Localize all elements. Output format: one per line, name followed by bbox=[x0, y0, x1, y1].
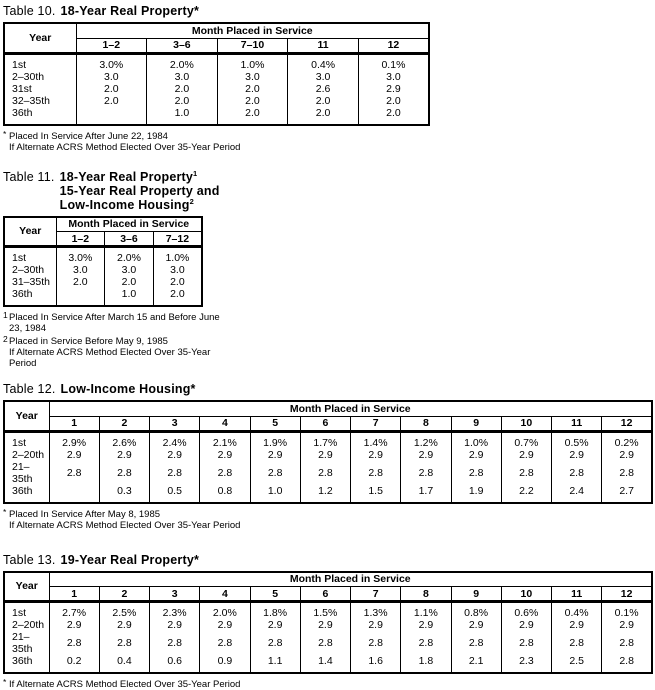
table-cell: 1.7% bbox=[300, 431, 350, 449]
table-cell: 1.0 bbox=[250, 485, 300, 503]
table-cell: 2.9 bbox=[358, 83, 429, 95]
table-cell: 2.9 bbox=[250, 449, 300, 461]
table-row bbox=[4, 264, 202, 276]
table-12-footnotes bbox=[3, 507, 653, 531]
table-row bbox=[4, 95, 429, 107]
year-column-header: Year bbox=[4, 217, 56, 247]
table-10-footnotes bbox=[3, 129, 653, 153]
footnote-text: If Alternate ACRS Method Elected Over 35-Year Period bbox=[9, 142, 240, 153]
table-row bbox=[4, 431, 652, 449]
row-label: 36th bbox=[4, 655, 49, 673]
table-11-section bbox=[3, 170, 653, 370]
table-cell: 2.8 bbox=[49, 461, 99, 485]
table-cell: 2.0 bbox=[76, 83, 147, 95]
table-cell: 2.0% bbox=[200, 602, 250, 620]
month-column-header: 4 bbox=[200, 587, 250, 602]
month-column-header: 3–6 bbox=[147, 38, 218, 53]
table-10-section bbox=[3, 4, 653, 153]
table-cell: 2.8 bbox=[49, 631, 99, 655]
footnote-marker: * bbox=[3, 507, 9, 518]
table-cell: 2.9 bbox=[150, 619, 200, 631]
row-label: 2–30th bbox=[4, 264, 56, 276]
table-title-line: Low-Income Housing$^2$ bbox=[60, 198, 220, 212]
table-caption-prefix: Table 11. bbox=[3, 170, 55, 184]
table-cell: 2.0 bbox=[153, 276, 202, 288]
footnote-marker: 2 bbox=[3, 334, 9, 345]
table-cell: 1.4% bbox=[351, 431, 401, 449]
table-cell: 2.6 bbox=[288, 83, 359, 95]
table-cell: 2.9 bbox=[99, 449, 149, 461]
table-cell: 2.0 bbox=[358, 95, 429, 107]
table-11-title bbox=[3, 170, 653, 212]
table-cell: 2.9% bbox=[49, 431, 99, 449]
table-cell: 1.2 bbox=[300, 485, 350, 503]
table-row bbox=[4, 461, 652, 485]
table-cell: 3.0 bbox=[105, 264, 154, 276]
table-caption-prefix: Table 13. bbox=[3, 553, 56, 567]
table-title-line: Low-Income Housing* bbox=[61, 382, 196, 396]
table-13-grid bbox=[3, 571, 653, 675]
table-cell: 1.0% bbox=[153, 247, 202, 265]
footnote-line bbox=[3, 507, 653, 520]
table-cell: 2.9 bbox=[401, 449, 451, 461]
table-cell: 2.0 bbox=[217, 95, 288, 107]
table-cell: 1.6 bbox=[351, 655, 401, 673]
row-label: 2–30th bbox=[4, 71, 76, 83]
table-cell: 0.4% bbox=[288, 53, 359, 71]
table-11-grid bbox=[3, 216, 203, 308]
table-cell: 0.8% bbox=[451, 602, 501, 620]
table-cell: 2.4% bbox=[150, 431, 200, 449]
table-cell: 2.1% bbox=[200, 431, 250, 449]
table-cell: 2.8 bbox=[150, 461, 200, 485]
table-cell: 2.0 bbox=[147, 83, 218, 95]
table-cell: 2.8 bbox=[150, 631, 200, 655]
row-label: 36th bbox=[4, 288, 56, 306]
row-label: 2–20th bbox=[4, 619, 49, 631]
table-cell: 0.3 bbox=[99, 485, 149, 503]
month-column-header: 8 bbox=[401, 416, 451, 431]
table-caption-prefix: Table 12. bbox=[3, 382, 56, 396]
table-cell: 2.1 bbox=[451, 655, 501, 673]
footnote-marker: * bbox=[3, 677, 9, 688]
table-12-section bbox=[3, 382, 653, 531]
table-cell: 2.2 bbox=[501, 485, 551, 503]
table-row bbox=[4, 619, 652, 631]
year-column-header: Year bbox=[4, 572, 49, 602]
month-column-header: 3–6 bbox=[105, 232, 154, 247]
table-10-title bbox=[3, 4, 653, 18]
table-cell: 1.3% bbox=[351, 602, 401, 620]
table-cell: 0.2% bbox=[602, 431, 652, 449]
table-cell: 2.0 bbox=[153, 288, 202, 306]
table-cell: 2.6% bbox=[99, 431, 149, 449]
table-row bbox=[4, 288, 202, 306]
table-cell: 1.0 bbox=[147, 107, 218, 125]
month-column-header: 9 bbox=[451, 416, 501, 431]
footnote-line bbox=[3, 323, 653, 334]
table-cell: 2.8 bbox=[351, 631, 401, 655]
table-cell: 0.4% bbox=[552, 602, 602, 620]
month-column-header: 4 bbox=[200, 416, 250, 431]
month-column-header: 10 bbox=[501, 416, 551, 431]
table-row bbox=[4, 631, 652, 655]
table-10-grid bbox=[3, 22, 430, 126]
footnote-text: If Alternate ACRS Method Elected Over 35-Year Period bbox=[9, 679, 240, 690]
table-cell: 2.8 bbox=[99, 631, 149, 655]
footnote-line bbox=[3, 358, 653, 369]
table-cell: 2.8 bbox=[99, 461, 149, 485]
table-cell: 0.6 bbox=[150, 655, 200, 673]
table-cell: 2.8 bbox=[401, 631, 451, 655]
month-column-header: 3 bbox=[150, 416, 200, 431]
table-cell: 1.5 bbox=[351, 485, 401, 503]
table-row bbox=[4, 485, 652, 503]
footnote-line bbox=[3, 520, 653, 531]
table-cell: 2.8 bbox=[401, 461, 451, 485]
table-cell: 1.8% bbox=[250, 602, 300, 620]
year-column-header: Year bbox=[4, 23, 76, 53]
table-cell: 2.3 bbox=[501, 655, 551, 673]
footnote-text: 23, 1984 bbox=[9, 323, 46, 334]
table-cell: 2.9 bbox=[300, 449, 350, 461]
table-title-line: 18-Year Real Property$^1$ bbox=[60, 170, 220, 184]
table-cell: 2.0 bbox=[288, 107, 359, 125]
table-cell: 2.9 bbox=[250, 619, 300, 631]
table-cell: 2.8 bbox=[200, 631, 250, 655]
row-label: 31–35th bbox=[4, 276, 56, 288]
table-cell: 2.3% bbox=[150, 602, 200, 620]
table-caption-prefix: Table 10. bbox=[3, 4, 56, 18]
table-cell bbox=[56, 288, 105, 306]
table-caption-text bbox=[61, 382, 196, 396]
month-column-header: 11 bbox=[552, 587, 602, 602]
month-column-header: 9 bbox=[451, 587, 501, 602]
footnote-line bbox=[3, 677, 653, 690]
table-cell: 2.9 bbox=[351, 619, 401, 631]
row-label: 21–35th bbox=[4, 631, 49, 655]
month-column-header: 1–2 bbox=[76, 38, 147, 53]
table-title-line: 18-Year Real Property* bbox=[61, 4, 200, 18]
table-cell: 2.0 bbox=[76, 95, 147, 107]
table-cell: 2.9 bbox=[552, 449, 602, 461]
table-cell: 3.0 bbox=[147, 71, 218, 83]
month-placed-header: Month Placed in Service bbox=[49, 401, 652, 416]
table-cell: 2.0 bbox=[358, 107, 429, 125]
month-column-header: 5 bbox=[250, 416, 300, 431]
table-row bbox=[4, 247, 202, 265]
row-label: 36th bbox=[4, 485, 49, 503]
month-column-header: 6 bbox=[300, 416, 350, 431]
month-column-header: 12 bbox=[602, 587, 652, 602]
table-row bbox=[4, 107, 429, 125]
table-cell: 2.8 bbox=[451, 461, 501, 485]
table-cell: 2.5% bbox=[99, 602, 149, 620]
footnote-text: Period bbox=[9, 358, 36, 369]
footnote-line bbox=[3, 310, 653, 323]
table-cell: 2.9 bbox=[49, 619, 99, 631]
table-cell: 1.5% bbox=[300, 602, 350, 620]
month-column-header: 11 bbox=[288, 38, 359, 53]
title-superscript: 1 bbox=[193, 169, 197, 178]
footnote-line bbox=[3, 142, 653, 153]
table-cell: 2.0 bbox=[147, 95, 218, 107]
table-cell: 2.9 bbox=[451, 449, 501, 461]
table-cell: 2.8 bbox=[250, 631, 300, 655]
table-13-title bbox=[3, 553, 653, 567]
footnote-text: Placed In Service After May 8, 1985 bbox=[9, 509, 160, 520]
table-cell: 1.1 bbox=[250, 655, 300, 673]
table-cell: 2.8 bbox=[602, 655, 652, 673]
table-cell: 0.4 bbox=[99, 655, 149, 673]
table-cell: 2.8 bbox=[501, 631, 551, 655]
table-cell: 1.0 bbox=[105, 288, 154, 306]
table-cell: 0.5% bbox=[552, 431, 602, 449]
table-cell: 2.8 bbox=[351, 461, 401, 485]
month-column-header: 3 bbox=[150, 587, 200, 602]
row-label: 21–35th bbox=[4, 461, 49, 485]
table-cell: 2.7 bbox=[602, 485, 652, 503]
row-label: 32–35th bbox=[4, 95, 76, 107]
table-cell: 1.1% bbox=[401, 602, 451, 620]
month-column-header: 10 bbox=[501, 587, 551, 602]
table-cell: 2.8 bbox=[552, 631, 602, 655]
month-column-header: 1 bbox=[49, 587, 99, 602]
table-cell: 1.9 bbox=[451, 485, 501, 503]
table-row bbox=[4, 71, 429, 83]
table-12-title bbox=[3, 382, 653, 396]
table-cell: 2.9 bbox=[300, 619, 350, 631]
row-label: 31st bbox=[4, 83, 76, 95]
table-cell: 2.8 bbox=[501, 461, 551, 485]
table-cell: 0.9 bbox=[200, 655, 250, 673]
table-cell: 3.0 bbox=[153, 264, 202, 276]
table-cell: 0.8 bbox=[200, 485, 250, 503]
table-cell: 2.9 bbox=[552, 619, 602, 631]
table-cell: 3.0 bbox=[358, 71, 429, 83]
table-cell bbox=[49, 485, 99, 503]
month-column-header: 7–12 bbox=[153, 232, 202, 247]
table-cell: 2.8 bbox=[552, 461, 602, 485]
table-cell: 2.0% bbox=[105, 247, 154, 265]
table-row bbox=[4, 53, 429, 71]
footnote-line bbox=[3, 334, 653, 347]
table-cell: 3.0 bbox=[217, 71, 288, 83]
row-label: 36th bbox=[4, 107, 76, 125]
table-12-grid bbox=[3, 400, 653, 504]
table-cell: 0.1% bbox=[358, 53, 429, 71]
month-column-header: 8 bbox=[401, 587, 451, 602]
table-cell: 2.8 bbox=[602, 631, 652, 655]
table-cell: 1.0% bbox=[217, 53, 288, 71]
table-cell: 2.0% bbox=[147, 53, 218, 71]
row-label: 1st bbox=[4, 247, 56, 265]
table-cell: 3.0 bbox=[56, 264, 105, 276]
month-column-header: 11 bbox=[552, 416, 602, 431]
month-placed-header: Month Placed in Service bbox=[49, 572, 652, 587]
table-cell: 2.9 bbox=[501, 619, 551, 631]
table-cell: 2.8 bbox=[300, 461, 350, 485]
table-cell: 2.7% bbox=[49, 602, 99, 620]
footnote-text: Placed In Service After June 22, 1984 bbox=[9, 131, 168, 142]
month-column-header: 7–10 bbox=[217, 38, 288, 53]
table-cell: 2.0 bbox=[217, 83, 288, 95]
footnote-text: Placed In Service After March 15 and Before June bbox=[9, 312, 220, 323]
table-cell: 1.7 bbox=[401, 485, 451, 503]
table-cell: 2.0 bbox=[217, 107, 288, 125]
row-label: 1st bbox=[4, 53, 76, 71]
table-cell: 1.8 bbox=[401, 655, 451, 673]
table-row bbox=[4, 449, 652, 461]
month-column-header: 2 bbox=[99, 587, 149, 602]
table-cell: 2.9 bbox=[200, 619, 250, 631]
table-caption-text bbox=[61, 4, 200, 18]
table-row bbox=[4, 83, 429, 95]
table-11-footnotes bbox=[3, 310, 653, 369]
footnote-marker: 1 bbox=[3, 310, 9, 321]
footnote-text: If Alternate ACRS Method Elected Over 35-Year bbox=[9, 347, 210, 358]
row-label: 1st bbox=[4, 602, 49, 620]
table-cell: 0.1% bbox=[602, 602, 652, 620]
footnote-text: If Alternate ACRS Method Elected Over 35-Year Period bbox=[9, 520, 240, 531]
table-cell: 2.0 bbox=[105, 276, 154, 288]
month-column-header: 1–2 bbox=[56, 232, 105, 247]
table-cell: 2.9 bbox=[501, 449, 551, 461]
table-cell: 1.4 bbox=[300, 655, 350, 673]
table-cell: 2.0 bbox=[288, 95, 359, 107]
row-label: 2–20th bbox=[4, 449, 49, 461]
month-placed-header: Month Placed in Service bbox=[56, 217, 202, 232]
table-title-line: 15-Year Real Property and bbox=[60, 184, 220, 198]
table-cell: 2.8 bbox=[250, 461, 300, 485]
table-row bbox=[4, 276, 202, 288]
month-column-header: 6 bbox=[300, 587, 350, 602]
table-cell: 2.9 bbox=[99, 619, 149, 631]
title-superscript: 2 bbox=[190, 197, 194, 206]
table-cell: 1.0% bbox=[451, 431, 501, 449]
table-row bbox=[4, 655, 652, 673]
table-cell: 2.9 bbox=[351, 449, 401, 461]
month-column-header: 7 bbox=[351, 416, 401, 431]
table-cell: 0.5 bbox=[150, 485, 200, 503]
month-column-header: 5 bbox=[250, 587, 300, 602]
table-cell: 3.0 bbox=[76, 71, 147, 83]
table-cell: 1.9% bbox=[250, 431, 300, 449]
table-cell: 2.9 bbox=[451, 619, 501, 631]
month-column-header: 12 bbox=[602, 416, 652, 431]
table-cell: 2.8 bbox=[602, 461, 652, 485]
month-column-header: 2 bbox=[99, 416, 149, 431]
table-cell: 2.9 bbox=[200, 449, 250, 461]
table-cell: 3.0% bbox=[76, 53, 147, 71]
month-placed-header: Month Placed in Service bbox=[76, 23, 429, 38]
table-cell: 1.2% bbox=[401, 431, 451, 449]
year-column-header: Year bbox=[4, 401, 49, 431]
table-cell: 3.0 bbox=[288, 71, 359, 83]
table-cell: 0.2 bbox=[49, 655, 99, 673]
footnote-line bbox=[3, 129, 653, 142]
table-row bbox=[4, 602, 652, 620]
footnote-marker: * bbox=[3, 129, 9, 140]
table-caption-text bbox=[60, 170, 220, 212]
table-cell: 2.8 bbox=[451, 631, 501, 655]
month-column-header: 1 bbox=[49, 416, 99, 431]
table-caption-text bbox=[61, 553, 200, 567]
table-13-footnotes bbox=[3, 677, 653, 690]
table-cell: 2.9 bbox=[150, 449, 200, 461]
footnote-line bbox=[3, 347, 653, 358]
table-cell: 2.9 bbox=[602, 449, 652, 461]
table-cell: 2.9 bbox=[602, 619, 652, 631]
table-cell bbox=[76, 107, 147, 125]
row-label: 1st bbox=[4, 431, 49, 449]
table-title-line: 19-Year Real Property* bbox=[61, 553, 200, 567]
table-cell: 2.0 bbox=[56, 276, 105, 288]
table-cell: 2.5 bbox=[552, 655, 602, 673]
table-13-section bbox=[3, 553, 653, 690]
table-cell: 2.8 bbox=[300, 631, 350, 655]
month-column-header: 12 bbox=[358, 38, 429, 53]
footnote-text: Placed in Service Before May 9, 1985 bbox=[9, 336, 168, 347]
table-cell: 2.4 bbox=[552, 485, 602, 503]
table-cell: 2.9 bbox=[401, 619, 451, 631]
table-cell: 2.9 bbox=[49, 449, 99, 461]
table-cell: 2.8 bbox=[200, 461, 250, 485]
table-cell: 3.0% bbox=[56, 247, 105, 265]
table-cell: 0.7% bbox=[501, 431, 551, 449]
month-column-header: 7 bbox=[351, 587, 401, 602]
table-cell: 0.6% bbox=[501, 602, 551, 620]
